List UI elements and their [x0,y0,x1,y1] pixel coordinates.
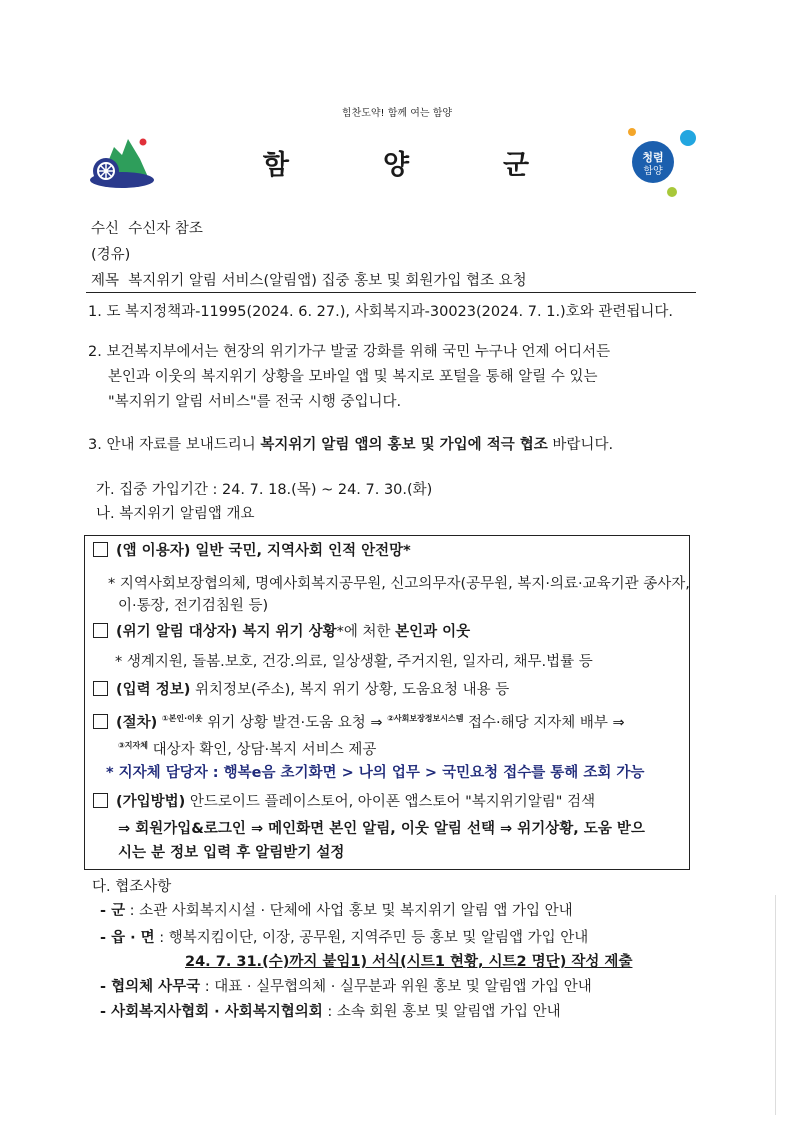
item-na: 나. 복지위기 알림앱 개요 [96,506,255,522]
via-line: (경유) [91,247,131,263]
box-signup-line-3: 시는 분 정보 입력 후 알림받기 설정 [118,845,345,861]
divider [86,292,696,293]
box-note: * 지역사회보장협의체, 명예사회복지공무원, 신고의무자(공무원, 복지·의료·교육기관 종사자, [108,576,690,592]
checkbox-icon [93,542,108,557]
coop-row: - 군 : 소관 사회복지시설 · 단체에 사업 홍보 및 복지위기 알림 앱 가입 안내 [100,903,573,919]
paragraph-1: 1. 도 복지정책과-11995(2024. 6. 27.), 사회복지과-30023(2024. 7. 1.)호와 관련됩니다. [88,304,673,320]
box-staff-note: * 지자체 담당자 : 행복e음 초기화면 > 나의 업무 > 국민요청 접수를 통해 조회 가능 [106,765,645,781]
item-ga: 가. 집중 가입기간 : 24. 7. 18.(목) ~ 24. 7. 30.(화) [96,482,433,498]
slogan: 힘찬도약! 함께 여는 함양 [341,108,453,119]
scan-edge [775,895,776,1115]
recipient-line: 수신 수신자 참조 [91,221,203,237]
paragraph-3: 3. 안내 자료를 보내드리니 복지위기 알림 앱의 홍보 및 가입에 적극 협조 바랍니다. [88,437,614,453]
subject-line: 제목 복지위기 알림 서비스(알림앱) 집중 홍보 및 회원가입 협조 요청 [91,273,527,289]
paragraph-2-line-3: "복지위기 알림 서비스"를 전국 시행 중입니다. [108,394,402,410]
box-note: * 생계지원, 돌봄.보호, 건강.의료, 일상생활, 주거지원, 일자리, 채무.법률 등 [115,654,593,670]
coop-deadline: 24. 7. 31.(수)까지 붙임1) 서식(시트1 현황, 시트2 명단) 작성 제출 [185,954,633,970]
box-item-users: (앱 이용자) 일반 국민, 지역사회 인적 안전망* [93,541,411,561]
coop-title: 다. 협조사항 [92,879,172,895]
box-item-input: (입력 정보) 위치정보(주소), 복지 위기 상황, 도움요청 내용 등 [93,680,509,700]
box-item-signup: (가입방법) 안드로이드 플레이스토어, 아이폰 앱스토어 "복지위기알림" 검색 [93,792,595,812]
coop-row: - 협의체 사무국 : 대표 · 실무협의체 · 실무분과 위원 홍보 및 알림앱 가입 안내 [100,979,592,995]
checkbox-icon [93,681,108,696]
svg-text:함양: 함양 [643,166,663,177]
integrity-seal-logo [622,126,700,198]
box-item-procedure: (절차) $^{①본인\cdot 이웃}$ 위기 상황 발견·도움 요청 ⇒ $^{②사회보장정보시스템}$ 접수·해당 지자체 배부 ⇒ [93,709,625,733]
box-procedure-line-2: $^{③지자체}$ 대상자 확인, 상담·복지 서비스 제공 [118,741,377,758]
checkbox-icon [93,793,108,808]
svg-text:청렴: 청렴 [642,151,664,164]
box-item-targets: (위기 알림 대상자) 복지 위기 상황*에 처한 본인과 이웃 [93,622,470,642]
coop-row: - 읍 · 면 : 행복지킴이단, 이장, 공무원, 지역주민 등 홍보 및 알림앱 가입 안내 [100,930,589,946]
paragraph-2-line-1: 2. 보건복지부에서는 현장의 위기가구 발굴 강화를 위해 국민 누구나 언제 어디서든 [88,344,611,360]
checkbox-icon [93,714,108,729]
coop-row: - 사회복지사협회 · 사회복지협의회 : 소속 회원 홍보 및 알림앱 가입 안내 [100,1004,561,1020]
checkbox-icon [93,623,108,638]
page-title: 함 양 군 [262,150,532,181]
box-note: 이·통장, 전기검침원 등) [118,598,269,614]
paragraph-2-line-2: 본인과 이웃의 복지위기 상황을 모바일 앱 및 복지로 포털을 통해 알릴 수 있는 [108,369,598,385]
box-signup-line-2: ⇒ 회원가입&로그인 ⇒ 메인화면 본인 알림, 이웃 알림 선택 ⇒ 위기상황, 도움 받으 [118,821,645,837]
